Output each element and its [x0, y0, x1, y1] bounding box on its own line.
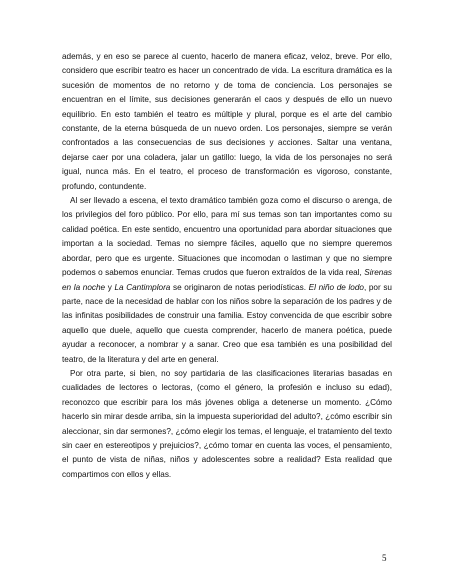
work-title-cantimplora: La Cantimplora: [114, 282, 171, 292]
paragraph-2-text-d: , por su parte, nace de la necesidad de hablar con los niños sobre la separación de los padres y de las infinitas posibilidades de construir una familia. Estoy convencida de que escribir sobre aquello que duele, aquello que cuesta comprender, hacerlo de manera poética, puede ayudar a reconocer, a nombrar y a sanar. Creo que esa también es una posibilidad del teatro, de la literatura y del arte en general.: [62, 282, 392, 364]
page-number: 5: [382, 553, 387, 563]
work-title-sirenas: Sirenas en la noche: [62, 268, 392, 292]
paragraph-2-text-a: Al ser llevado a escena, el texto dramático también goza como el discurso o arenga, de los privilegios del foro público. Por ello, para mí sus temas son tan importantes como su calidad poética. En este sentido, encuentro una oportunidad para abordar situaciones que importan a la sociedad. Temas no siempre fáciles, aquello que no siempre queremos abordar, pero que es urgente. Situaciones que incomodan o lastiman y que no siempre podemos o sabemos enunciar. Temas crudos que fueron extraídos de la vida real,: [62, 196, 392, 278]
paragraph-3: Por otra parte, si bien, no soy partidaria de las clasificaciones literarias basadas en cualidades de lectores o lectoras, (como el género, la profesión e incluso su edad), reconozco que escribir para los más jóvenes obliga a detenerse un momento. ¿Cómo hacerlo sin mirar desde arriba, sin la impuesta superioridad del adulto?, ¿cómo escribir sin aleccionar, sin dar sermones?, ¿cómo elegir los temas, el lenguaje, el tratamiento del texto sin caer en estereotipos y prejuicios?, ¿cómo tomar en cuenta las voces, el pensamiento, el punto de vista de niñas, niños y adolescentes sobre a realidad? Esta realidad que compartimos con ellos y ellas.: [62, 368, 392, 479]
paragraph-2-text-c: se originaron de notas periodísticas.: [170, 282, 309, 292]
paragraph-1: además, y en eso se parece al cuento, hacerlo de manera eficaz, veloz, breve. Por ello, considero que escribir teatro es hacer un concentrado de vida. La escritura dramática es la sucesión de momentos de no retorno y de toma de conciencia. Los personajes se encuentran en el límite, sus decisiones generarán el caos y después de ello un nuevo equilibrio. En esto también el teatro es múltiple y plural, porque es el arte del cambio constante, de la eterna búsqueda de un nuevo orden. Los personajes, siempre se verán confrontados a las consecuencias de sus decisiones y acciones. Saltar una ventana, dejarse caer por una coladera, jalar un gatillo: luego, la vida de los personajes no será igual, nunca más. En el teatro, el proceso de transformación es vigoroso, constante, profundo, contundente.: [62, 52, 392, 191]
body-text: [62, 50, 392, 482]
paragraph-2-text-b: y: [105, 282, 115, 292]
work-title-nino-de-lodo: El niño de lodo: [308, 282, 364, 292]
paragraph-2: [62, 194, 392, 367]
